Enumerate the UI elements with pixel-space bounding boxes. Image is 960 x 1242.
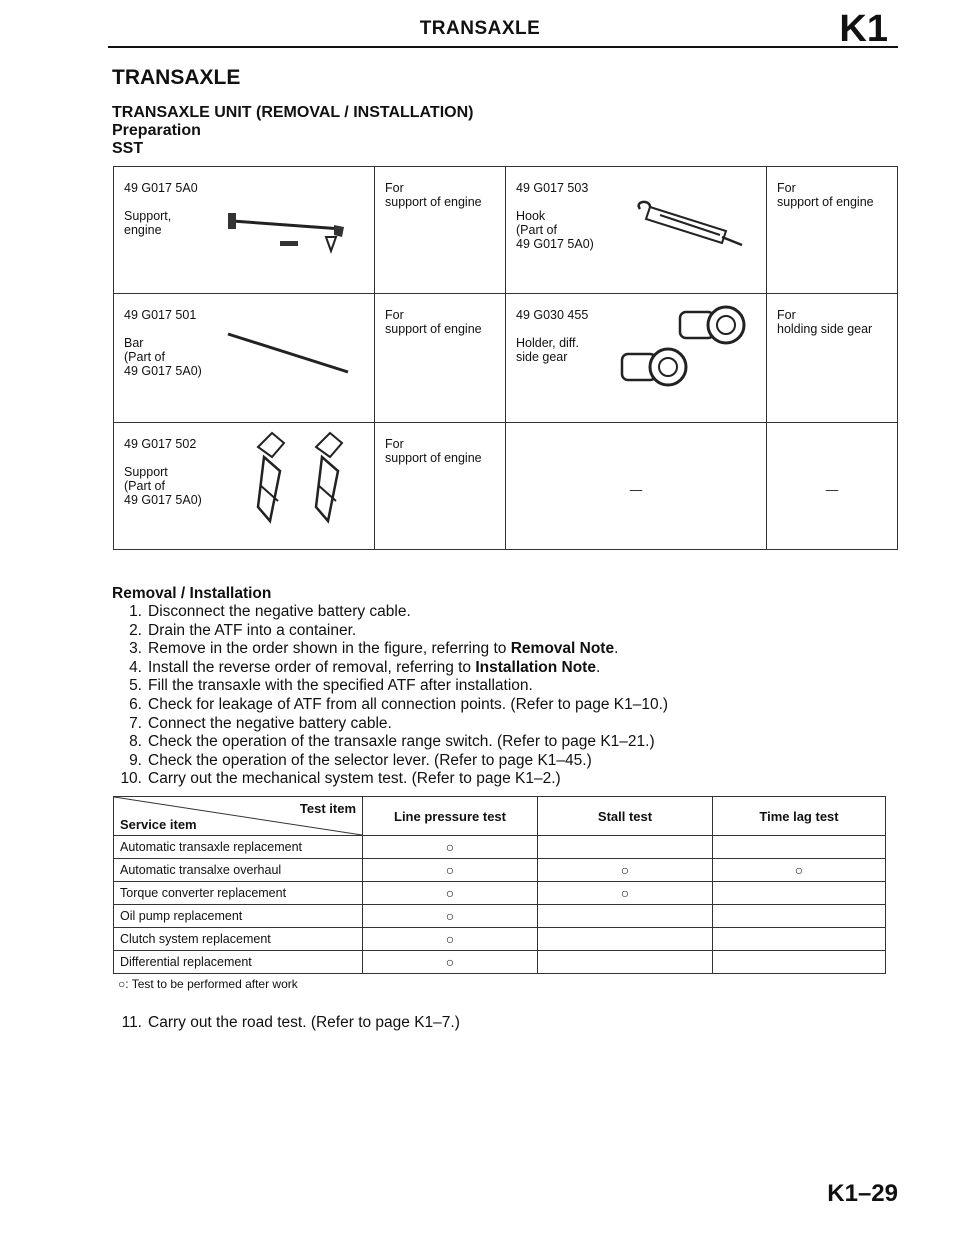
test-mark: ○ [538, 882, 713, 905]
procedure-step [112, 640, 668, 659]
column-header: Time lag test [713, 797, 886, 836]
step-text-end: . [614, 640, 619, 658]
service-item: Clutch system replacement [114, 928, 363, 951]
procedure-step [112, 715, 668, 734]
removal-installation-title: Removal / Installation [112, 585, 272, 602]
sst-use-cell: For holding side gear [767, 294, 898, 423]
step-text: Check for leakage of ATF from all connection points. (Refer to page K1–10.) [148, 695, 669, 713]
table-row [114, 882, 886, 905]
sst-empty-use-cell: — [767, 423, 898, 550]
preparation-label: Preparation [112, 122, 201, 139]
test-mark [713, 836, 886, 859]
table-row [114, 905, 886, 928]
test-mark: ○ [363, 951, 538, 974]
sst-tool-cell [114, 167, 375, 294]
column-header: Line pressure test [363, 797, 538, 836]
sst-tool-cell [506, 167, 767, 294]
engine-support-illustration [222, 207, 362, 255]
step-number: 11. [121, 1014, 142, 1031]
section-title: TRANSAXLE [112, 66, 241, 89]
test-mark [538, 928, 713, 951]
sst-tool-description: Support, engine [124, 209, 172, 237]
test-mark: ○ [363, 859, 538, 882]
subtitle: TRANSAXLE UNIT (REMOVAL / INSTALLATION) [112, 104, 474, 121]
removal-note-ref: Removal Note [510, 640, 615, 658]
sst-part-number: 49 G030 455 [516, 308, 589, 322]
sst-tool-description: Bar (Part of 49 G017 5A0) [124, 336, 202, 378]
sst-label: SST [112, 140, 144, 157]
test-mark: ○ [363, 882, 538, 905]
procedure-step [112, 677, 668, 696]
sst-row [114, 423, 898, 550]
sst-part-number: 49 G017 5A0 [124, 181, 198, 195]
step-text: Fill the transaxle with the specified ATF after installation. [148, 677, 533, 695]
sst-tool-description: Holder, diff. side gear [516, 336, 580, 364]
procedure-step [112, 770, 668, 789]
sst-part-number: 49 G017 503 [516, 181, 589, 195]
service-item: Automatic transaxle replacement [114, 836, 363, 859]
procedure-steps [112, 603, 668, 789]
step-text: Disconnect the negative battery cable. [148, 603, 411, 620]
sst-empty-cell: — [506, 423, 767, 550]
sst-tool-cell [114, 294, 375, 423]
table-row [114, 951, 886, 974]
test-mark [713, 905, 886, 928]
sst-table [113, 166, 898, 550]
table-row [114, 836, 886, 859]
step-text: Connect the negative battery cable. [148, 714, 392, 732]
sst-tool-cell [506, 294, 767, 423]
procedure-step [112, 696, 668, 715]
procedure-step [112, 603, 668, 622]
header-rule [108, 46, 898, 48]
procedure-step [112, 1014, 460, 1032]
sst-tool-cell [114, 423, 375, 550]
step-text: Check the operation of the selector lever. (Refer to page K1–45.) [148, 751, 592, 769]
test-mark: ○ [363, 928, 538, 951]
corner-service-item: Service item [120, 817, 197, 832]
step-number: 1. [129, 603, 142, 620]
sst-use-cell: For support of engine [375, 167, 506, 294]
holder-illustration [616, 300, 756, 396]
mechanical-test-table [113, 796, 886, 974]
sst-part-number: 49 G017 502 [124, 437, 197, 451]
header-title: TRANSAXLE [419, 18, 541, 39]
sst-use-cell: For support of engine [767, 167, 898, 294]
step-number: 3. [129, 640, 142, 658]
step-text: Check the operation of the transaxle range switch. (Refer to page K1–21.) [148, 733, 655, 751]
test-mark [538, 836, 713, 859]
procedure-step [112, 659, 668, 678]
test-mark [713, 882, 886, 905]
sst-row [114, 294, 898, 423]
step-number: 4. [129, 658, 142, 676]
step-number: 7. [129, 714, 142, 732]
test-mark: ○ [538, 859, 713, 882]
test-mark [538, 951, 713, 974]
service-item: Oil pump replacement [114, 905, 363, 928]
sst-part-number: 49 G017 501 [124, 308, 197, 322]
page-number: K1–29 [827, 1180, 898, 1207]
table-row [114, 928, 886, 951]
step-number: 8. [129, 733, 142, 751]
sst-use-cell: For support of engine [375, 423, 506, 550]
support-illustration [244, 427, 354, 537]
table-row [114, 859, 886, 882]
test-mark: ○ [363, 836, 538, 859]
hook-illustration [626, 197, 746, 257]
test-mark [713, 951, 886, 974]
step-text: Drain the ATF into a container. [148, 621, 357, 639]
procedure-step [112, 752, 668, 771]
test-mark: ○ [363, 905, 538, 928]
service-item: Torque converter replacement [114, 882, 363, 905]
step-number: 5. [129, 677, 142, 695]
corner-test-item: Test item [299, 801, 356, 816]
table-legend: ○: Test to be performed after work [118, 977, 298, 991]
test-mark [713, 928, 886, 951]
sst-row [114, 167, 898, 294]
step-text: Install the reverse order of removal, referring to [148, 658, 476, 676]
step-number: 10. [120, 770, 142, 788]
procedure-step [112, 733, 668, 752]
step-text: Remove in the order shown in the figure, referring to [148, 640, 511, 658]
step-text-end: . [595, 658, 601, 676]
header-section-code: K1 [839, 8, 888, 50]
sst-tool-description: Support (Part of 49 G017 5A0) [124, 465, 202, 507]
step-number: 6. [129, 695, 142, 713]
table-header-row [114, 797, 886, 836]
service-item: Automatic transalxe overhaul [114, 859, 363, 882]
procedure-step [112, 622, 668, 641]
test-mark [538, 905, 713, 928]
step-text: Carry out the mechanical system test. (Refer to page K1–2.) [148, 770, 561, 788]
installation-note-ref: Installation Note [475, 658, 596, 676]
step-number: 9. [129, 751, 142, 769]
table-corner-header [114, 797, 363, 836]
test-mark: ○ [713, 859, 886, 882]
service-item: Differential replacement [114, 951, 363, 974]
sst-tool-description: Hook (Part of 49 G017 5A0) [516, 209, 594, 251]
column-header: Stall test [538, 797, 713, 836]
step-text: Carry out the road test. (Refer to page K1–7.) [148, 1014, 460, 1031]
sst-use-cell: For support of engine [375, 294, 506, 423]
step-number: 2. [129, 621, 142, 639]
bar-illustration [224, 328, 354, 378]
